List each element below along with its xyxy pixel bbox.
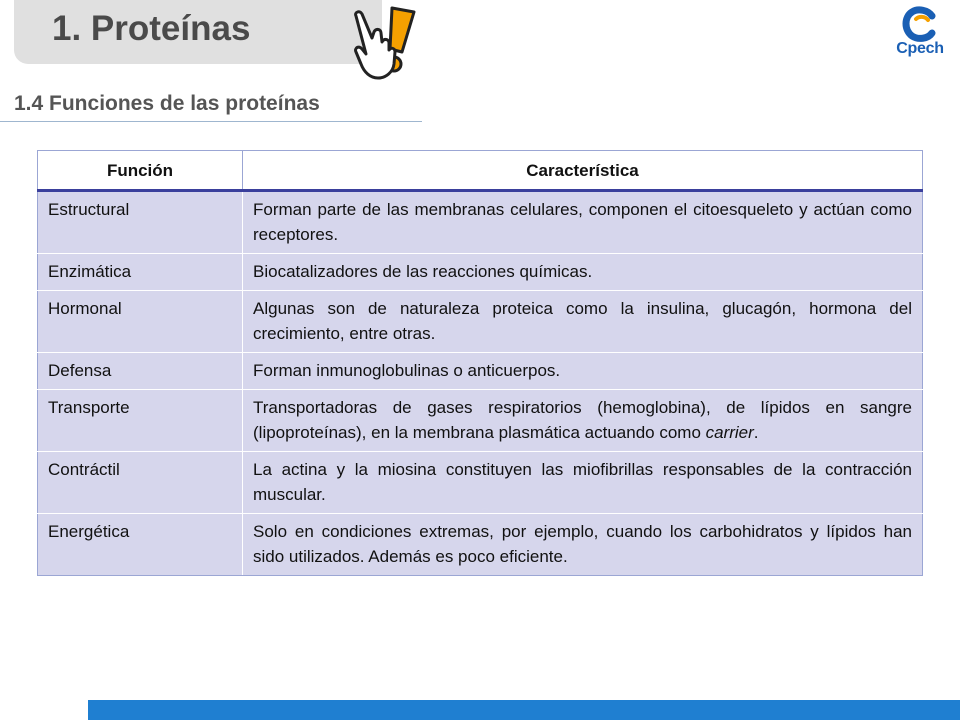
cell-funcion: Energética bbox=[38, 514, 243, 576]
page-title: 1. Proteínas bbox=[52, 9, 251, 48]
table-row bbox=[38, 390, 923, 452]
cpech-logo-icon bbox=[888, 6, 952, 42]
cell-caracteristica: Forman parte de las membranas celulares, componen el citoesqueleto y actúan como receptores. bbox=[243, 191, 923, 254]
cell-caracteristica: La actina y la miosina constituyen las miofibrillas responsables de la contracción muscular. bbox=[243, 452, 923, 514]
cell-funcion: Defensa bbox=[38, 353, 243, 390]
logo-text: Cpech bbox=[896, 40, 944, 57]
cell-funcion: Enzimática bbox=[38, 254, 243, 291]
table-row bbox=[38, 191, 923, 254]
cell-text: Transportadoras de gases respiratorios (hemoglobina), de lípidos en sangre (lipoproteínas), en la membrana plasmática actuando como bbox=[253, 398, 912, 442]
cell-caracteristica: Solo en condiciones extremas, por ejemplo, cuando los carbohidratos y lípidos han sido utilizados. Además es poco eficiente. bbox=[243, 514, 923, 576]
table-row bbox=[38, 353, 923, 390]
cell-text-end: . bbox=[753, 423, 759, 442]
cell-funcion: Estructural bbox=[38, 191, 243, 254]
table-header-row bbox=[38, 151, 923, 191]
table-row bbox=[38, 452, 923, 514]
hand-pointer-exclamation-icon bbox=[348, 2, 424, 80]
functions-table bbox=[37, 150, 923, 576]
cell-text-italic: carrier bbox=[705, 423, 754, 442]
table-row bbox=[38, 254, 923, 291]
cell-caracteristica: Forman inmunoglobulinas o anticuerpos. bbox=[243, 353, 923, 390]
cell-funcion: Contráctil bbox=[38, 452, 243, 514]
cell-caracteristica: Biocatalizadores de las reacciones químicas. bbox=[243, 254, 923, 291]
cell-caracteristica bbox=[243, 390, 923, 452]
subtitle-underline bbox=[0, 121, 422, 122]
cell-funcion: Transporte bbox=[38, 390, 243, 452]
title-banner bbox=[14, 0, 382, 64]
table-row bbox=[38, 291, 923, 353]
header-funcion: Función bbox=[38, 151, 243, 191]
cell-caracteristica: Algunas son de naturaleza proteica como la insulina, glucagón, hormona del crecimiento, entre otras. bbox=[243, 291, 923, 353]
cpech-logo bbox=[888, 6, 952, 64]
section-subtitle: 1.4 Funciones de las proteínas bbox=[14, 92, 320, 115]
header-caracteristica: Característica bbox=[243, 151, 923, 191]
table-row bbox=[38, 514, 923, 576]
cell-funcion: Hormonal bbox=[38, 291, 243, 353]
footer-bar bbox=[88, 700, 960, 720]
